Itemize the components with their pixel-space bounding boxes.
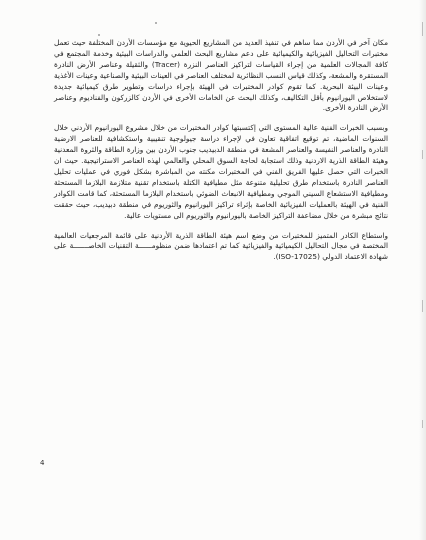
paragraph-laboratory-services: مكان آخر في الأردن مما ساهم في تنفيذ العديد من المشاريع الحيوية مع مؤسسات الأردن المختلفة حيث تعمل مختبرات التحاليل الفيزيائية والكيميائية على دعم مشاريع البحث العلمي والدراسات البيئية وخدمة المجتمع في كافة المجالات العلمية من إجراء القياسات لتراكيز العناصر النزرة (Tracer) والثقيلة وعناصر الأرض النادرة المستقرة والمشعة، وكذلك قياس النسب النظائرية لمختلف العناصر في العينات البيئية والصناعية وعينات الأغذية وعينات البيئة البحرية. كما تقوم كوادر المختبرات في الهيئة بإجراء دراسات وتطوير طرق كيميائية جديدة لاستخلاص اليورانيوم بأقل التكاليف، وكذلك البحث عن الخامات الأخرى في الأردن كالزركون والفناديوم وعناصر الأرض النادرة الأخرى. (54, 38, 388, 113)
paragraph-rare-earth-exploration: وبسبب الخبرات الفنية عالية المستوى التي إكتسبتها كوادر المختبرات من خلال مشروع اليورانيوم الأردني خلال السنوات الماضية، تم توقيع اتفاقية تعاون في لإجراء دراسة جيولوجية تنقيبية واستكشافية للعناصر الارضية النادرة والعناصر النفيسة والعناصر المشعة في منطقة الدبيديب جنوب الأردن بين وزارة الطاقة والثروة المعدنية وهيئة الطاقة الذرية الاردنية وذلك استجابة لحاجة السوق المحلي والعالمي لهذه العناصر الاستراتيجية. حيث ان الخبرات التي حصل عليها الفريق الفني في المختبرات مكنته من المباشرة بشكل فوري في عمليات تحليل العناصر النادرة باستخدام طرق تحليلية متنوعة مثل مطيافية الكتلة باستخدام تقنية متلازمة البلازما المستحثة ومطيافية الاستشعاع السيني الموجي ومطيافية الانبعاث الضوئي باستخدام البلازما المستحثة، كما قامت الكوادر الفنية في الهيئة بالعمليات الفيزيائية الخاصة بإثراء تراكيز اليورانيوم والثوريوم في منطقة دبيديب، حيث حققت نتائج مبشرة من خلال مضاعفة التراكيز الخاصة باليورانيوم والثوريوم الى مستويات عالية. (54, 123, 388, 220)
scan-speck (155, 22, 157, 24)
scan-speck (98, 34, 100, 36)
paragraph-iso-accreditation: واستطاع الكادر المتميز للمختبرات من وضع اسم هيئة الطاقة الذرية الأردنية على قائمة المرجعيات العالمية المختصة في مجال التحاليل الكيميائية والفيزيائية كما تم اعتمادها ضمن منظومــــــة التقنيات الخاصـــــــة على شهادة الاعتماد الدولي (ISO-17025). (54, 230, 388, 262)
page-number: 4 (40, 459, 45, 467)
body-text (54, 38, 388, 263)
edge-mark (422, 300, 423, 312)
page-edge-shadow (419, 0, 426, 540)
edge-mark (422, 420, 423, 428)
edge-mark (422, 150, 423, 159)
edge-mark (422, 22, 423, 36)
